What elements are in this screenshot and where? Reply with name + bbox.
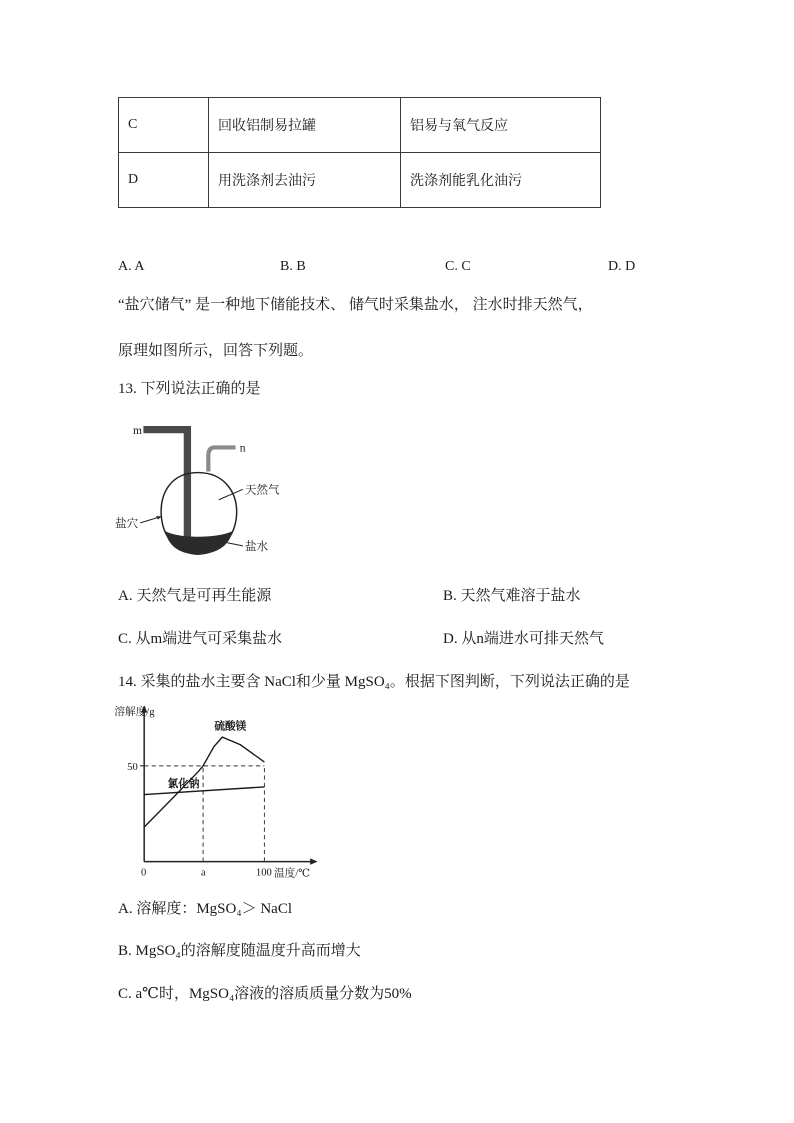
question-14-stem: 14. 采集的盐水主要含 NaCl和少量 MgSO₄。根据下图判断，下列说法正确的是 bbox=[118, 674, 630, 690]
options-table bbox=[118, 97, 601, 208]
label-brine: 盐水 bbox=[244, 541, 268, 554]
brine-leader-line bbox=[227, 543, 243, 546]
salt-cavern-figure bbox=[112, 416, 290, 571]
plot-lines bbox=[144, 737, 264, 861]
brine-area bbox=[165, 531, 232, 554]
pipe-n bbox=[208, 447, 235, 471]
q14-option-b: B. MgSO₄的溶解度随温度升高而增大 bbox=[118, 943, 361, 959]
table-row bbox=[119, 153, 601, 208]
solubility-chart bbox=[112, 702, 320, 885]
x-tick-0: 0 bbox=[140, 867, 147, 879]
q14-option-a: A. 溶解度：MgSO₄＞ NaCl bbox=[118, 901, 292, 917]
q13-option-a: A. 天然气是可再生能源 bbox=[118, 588, 272, 604]
intro-line-2: 原理如图所示，回答下列题。 bbox=[118, 343, 314, 359]
series-label-nacl: 氯化钠 bbox=[167, 779, 200, 791]
x-tick-a: a bbox=[200, 867, 206, 879]
series-label-mgso4: 硫酸镁 bbox=[214, 721, 247, 733]
q13-option-b: B. 天然气难溶于盐水 bbox=[443, 588, 581, 604]
row-label: D bbox=[119, 153, 209, 208]
x-axis-title: 温度/℃ bbox=[273, 868, 311, 880]
choice-d: D. D bbox=[608, 259, 636, 274]
pipe-m bbox=[143, 430, 187, 540]
table-row bbox=[119, 98, 601, 153]
label-n: n bbox=[239, 442, 246, 455]
row-reason: 洗涤剂能乳化油污 bbox=[401, 153, 601, 208]
label-natural-gas: 天然气 bbox=[244, 484, 280, 497]
q13-option-c: C. 从m端进气可采集盐水 bbox=[118, 631, 283, 647]
label-cavern: 盐穴 bbox=[115, 518, 139, 531]
intro-line-1: “盐穴储气” 是一种地下储能技术、 储气时采集盐水， 注水时排天然气， bbox=[118, 297, 593, 313]
x-axis-arrow bbox=[310, 858, 317, 864]
y-axis-title: 溶解度/g bbox=[114, 706, 155, 718]
choice-b: B. B bbox=[280, 259, 306, 274]
row-action: 用洗涤剂去油污 bbox=[209, 153, 401, 208]
question-13-stem: 13. 下列说法正确的是 bbox=[118, 381, 261, 397]
label-m: m bbox=[132, 424, 142, 437]
y-tick-label-50: 50 bbox=[127, 762, 138, 774]
choice-c: C. C bbox=[445, 259, 471, 274]
choice-a: A. A bbox=[118, 259, 145, 274]
row-action: 回收铝制易拉罐 bbox=[209, 98, 401, 153]
q14-option-c: C. a℃时，MgSO₄溶液的溶质质量分数为50% bbox=[118, 986, 412, 1002]
row-label: C bbox=[119, 98, 209, 153]
x-tick-100: 100 bbox=[255, 867, 272, 879]
answer-choices bbox=[118, 259, 678, 279]
q13-option-d: D. 从n端进水可排天然气 bbox=[443, 631, 604, 647]
row-reason: 铝易与氧气反应 bbox=[401, 98, 601, 153]
